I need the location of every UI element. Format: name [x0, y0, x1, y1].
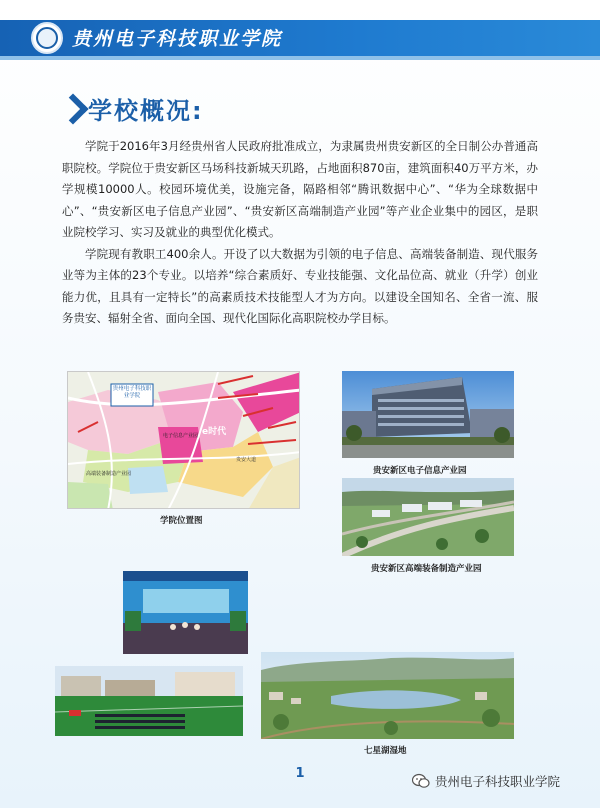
- photo-sports-field-graphic: [55, 666, 243, 736]
- map-label-zone-a: 电子信息产业园: [163, 433, 199, 439]
- college-logo: [31, 22, 63, 54]
- wechat-attribution: [412, 772, 560, 790]
- header-title: 贵州电子科技职业学院: [72, 28, 283, 50]
- section-title: 学校概况:: [88, 96, 204, 125]
- paragraph-staff: 学院现有教职工400余人。开设了以大数据为引领的电子信息、高端装备制造、现代服务业等为主体的23个专业。以培养“综合素质好、专业技能强、文化品位高、就业（升学）创业能力优，且具有一定特长”的高素质技术技能型人才为方向。以建设全国知名、全省一流、服务贵安、辐射全省、面向全国、现代化国际化高职院校办学目标。: [62, 246, 538, 325]
- photo-stage-event-graphic: [123, 571, 248, 654]
- logo-emblem-icon: [36, 27, 58, 49]
- photo-electronic-park-graphic: [342, 371, 514, 458]
- location-map: [67, 371, 300, 509]
- section-heading: [60, 90, 204, 126]
- body-text: [62, 136, 538, 330]
- header-strip: [0, 56, 600, 60]
- photo-manufacturing-park: [342, 478, 514, 556]
- photo-stage-event: [123, 571, 248, 654]
- photo-sports-field: [55, 666, 243, 736]
- paragraph-intro: 学院于2016年3月经贵州省人民政府批准成立，为隶属贵州贵安新区的全日制公办普通高职院校。学院位于贵安新区马场科技新城天玑路，占地面积870亩，建筑面积40万平方米，办学规模10000人。校园环境优美，设施完备，隔路相邻“腾讯数据中心”、“华为全球数据中心”、“贵安新区电子信息产业园”、“贵安新区高端制造产业园”等产业企业集中的园区，是职业院校学习、实习及就业的典型优化模式。: [62, 139, 538, 239]
- map-label-road: 贵安大道: [236, 457, 257, 463]
- photo-electronic-park: [342, 371, 514, 458]
- photo-wetland-graphic: [261, 652, 514, 739]
- wechat-icon: [412, 773, 430, 789]
- wechat-label: 贵州电子科技职业学院: [435, 774, 561, 789]
- map-label-college: 贵州电子科技职业学院: [112, 386, 152, 399]
- map-label-zone-b: 高端装备制造产业园: [86, 471, 132, 477]
- photo-manufacturing-park-graphic: [342, 478, 514, 556]
- map-caption: 学院位置图: [160, 516, 203, 526]
- photo-wetland: [261, 652, 514, 739]
- photo-electronic-park-caption: 贵安新区电子信息产业园: [373, 466, 467, 476]
- chevron-right-icon: [60, 94, 82, 122]
- map-label-era: e时代: [202, 427, 227, 437]
- location-map-graphic: [68, 372, 300, 509]
- page-number: 1: [295, 766, 305, 781]
- photo-manufacturing-park-caption: 贵安新区高端装备制造产业园: [371, 564, 482, 574]
- photo-wetland-caption: 七星湖湿地: [364, 746, 407, 756]
